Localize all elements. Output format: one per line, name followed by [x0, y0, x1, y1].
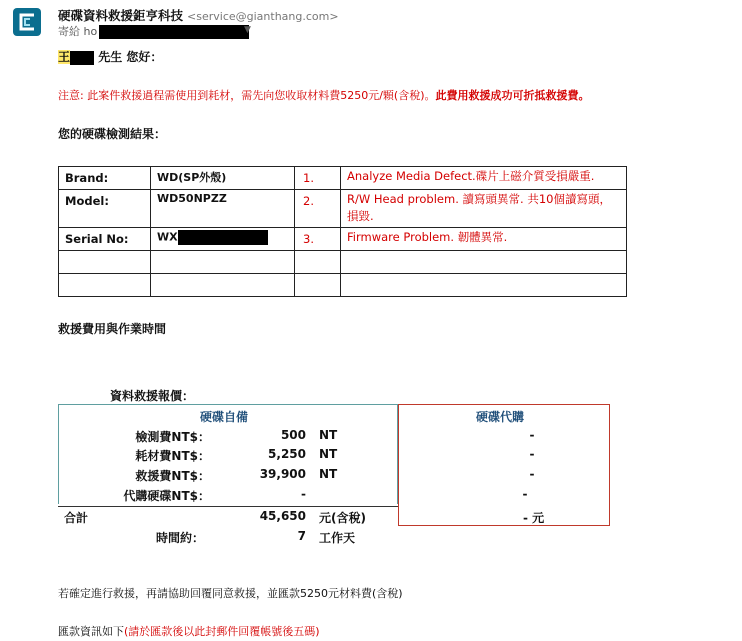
recipient-line	[58, 23, 249, 39]
notice-bold: 此費用救援成功可折抵救援費。	[435, 89, 590, 102]
diag-value: WD(SP外殼)	[151, 167, 295, 190]
quote-row-value: 500	[280, 428, 306, 442]
greeting-surname: 王	[58, 50, 71, 64]
quote-row-buy: -	[529, 467, 535, 481]
sender-name	[58, 6, 339, 24]
result-heading: 您的硬碟檢測結果：	[58, 127, 167, 141]
quote-total-label: 合計	[64, 511, 89, 525]
quote-row-unit: NT	[319, 428, 338, 442]
footer-line-1: 若確定進行救援，再請協助回覆同意救援，並匯款5250元材料費(含稅)	[58, 587, 403, 600]
quote-row-label: 耗材費NT$：	[135, 449, 210, 463]
quote-title: 資料救援報價：	[110, 389, 195, 403]
footer-line-2-red: (請於匯款後以此封郵件回覆帳號後五碼)	[124, 625, 320, 638]
quote-row-label: 救援費NT$：	[135, 469, 210, 483]
diag-value	[151, 274, 295, 297]
diag-label: Brand:	[59, 167, 151, 190]
diag-desc: Analyze Media Defect.碟片上磁介質受損嚴重.	[341, 167, 627, 190]
table-row	[59, 251, 627, 274]
diag-value-cell	[151, 228, 295, 251]
diag-label: Serial No:	[59, 228, 151, 251]
quote-total-value: 45,650	[259, 509, 306, 523]
diag-label	[59, 274, 151, 297]
redacted-serial	[178, 230, 268, 245]
quote-time-label: 時間約：	[156, 531, 205, 545]
quote-col-self: 硬碟自備	[200, 410, 249, 424]
table-row	[59, 274, 627, 297]
quote-row-label: 代購硬碟NT$：	[123, 489, 210, 503]
greeting	[58, 48, 162, 65]
chevron-down-icon[interactable]: ▼	[244, 25, 251, 35]
notice-normal: 注意: 此案件救援過程需使用到耗材，需先向您收取材料費5250元/顆(含稅)。	[58, 89, 436, 102]
diag-value	[151, 251, 295, 274]
footer-line-2-normal: 匯款資訊如下	[58, 625, 124, 638]
quote-row-buy: -	[522, 487, 528, 501]
quote-row-unit: NT	[319, 447, 338, 461]
quote-time-value: 7	[297, 529, 306, 543]
diag-label	[59, 251, 151, 274]
quote-row-buy: -	[529, 447, 535, 461]
greeting-salutation: 先生 您好：	[98, 50, 163, 64]
diag-num: 1.	[295, 167, 341, 190]
table-row	[59, 190, 627, 228]
sender-logo-icon	[12, 7, 42, 37]
diag-value: WD50NPZZ	[151, 190, 295, 228]
table-row	[59, 228, 627, 251]
quote-row-buy: -	[529, 428, 535, 442]
redacted-recipient	[99, 25, 249, 39]
footer-line-2	[58, 623, 320, 639]
quote-time-unit: 工作天	[319, 531, 356, 545]
diag-value: WX	[157, 230, 178, 244]
redacted-name	[70, 51, 94, 65]
quote-row-unit: NT	[319, 467, 338, 481]
diagnosis-table	[58, 166, 627, 297]
sender-name-text: 硬碟資料救援鉅亨科技	[58, 8, 184, 23]
diag-label: Model:	[59, 190, 151, 228]
diag-num	[295, 251, 341, 274]
diag-desc	[341, 274, 627, 297]
diag-desc	[341, 251, 627, 274]
quote-col-buy: 硬碟代購	[476, 410, 525, 424]
diag-desc: Firmware Problem. 韌體異常.	[341, 228, 627, 251]
table-row	[59, 167, 627, 190]
fee-heading: 救援費用與作業時間	[58, 322, 167, 336]
quote-row-value: 39,900	[259, 467, 306, 481]
recipient-prefix: 寄給 ho	[58, 25, 98, 38]
sender-email: <service@gianthang.com>	[187, 10, 339, 23]
diag-num: 3.	[295, 228, 341, 251]
diag-num	[295, 274, 341, 297]
quote-total-buy: - 元	[523, 511, 545, 525]
notice-text	[58, 87, 589, 103]
diag-desc: R/W Head problem. 讀寫頭異常. 共10個讀寫頭，損毀.	[341, 190, 627, 228]
quote-row-label: 檢測費NT$：	[135, 430, 210, 444]
total-divider	[58, 506, 398, 507]
diag-num: 2.	[295, 190, 341, 228]
quote-row-value: 5,250	[268, 447, 306, 461]
quote-total-unit: 元(含稅)	[319, 511, 366, 525]
quote-row-value: -	[301, 487, 306, 501]
